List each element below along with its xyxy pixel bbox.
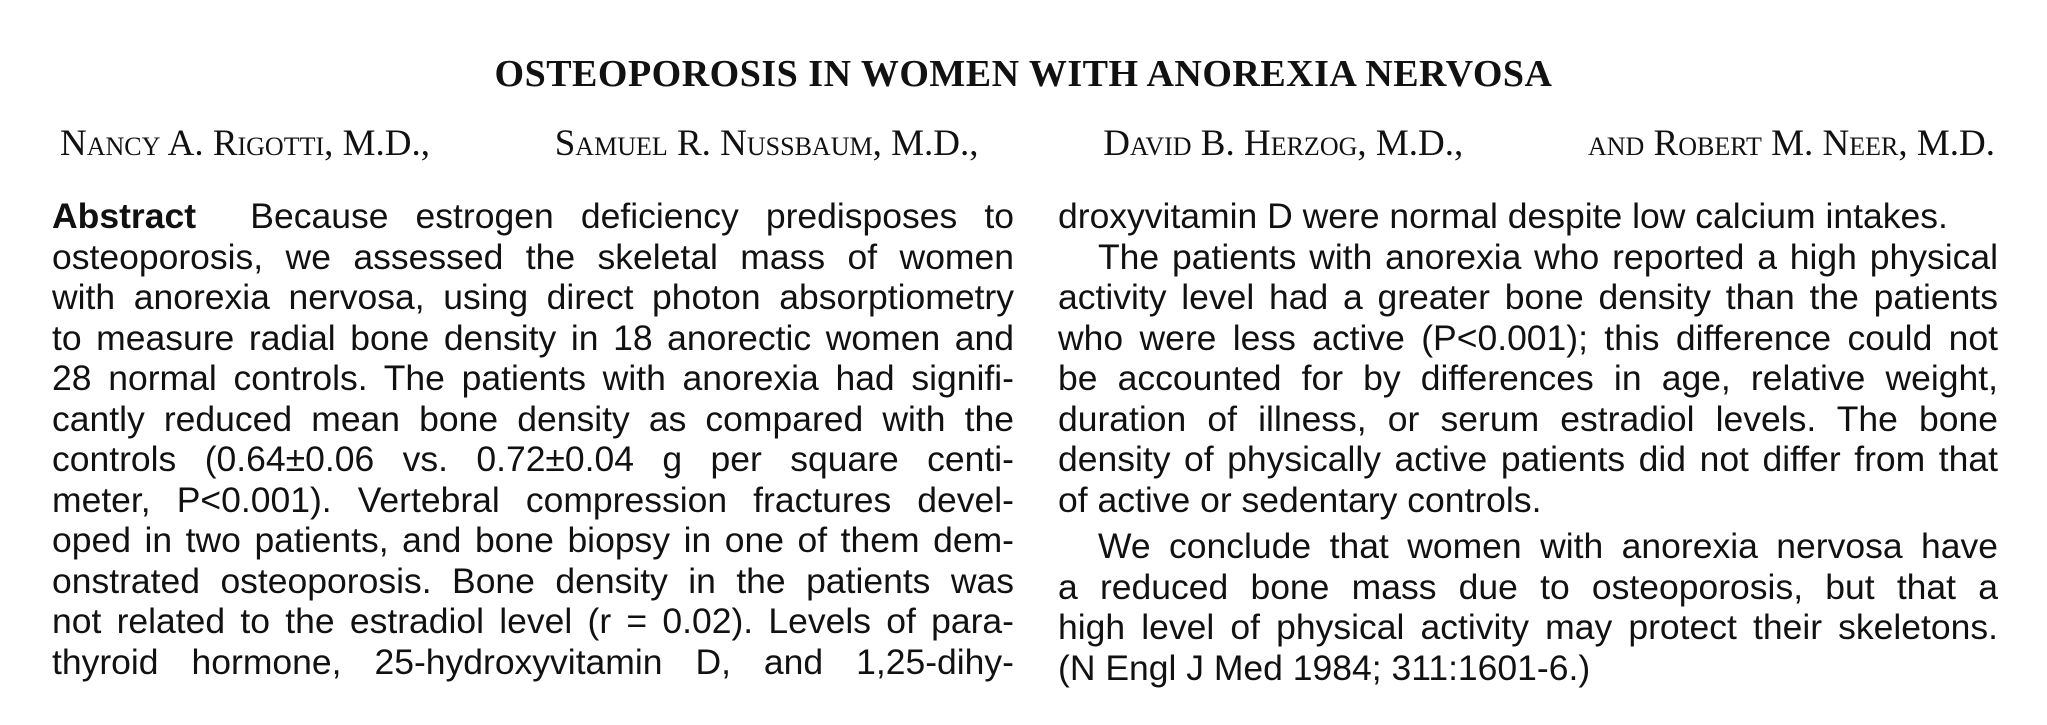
abstract-line: Abstract Because estrogen deficiency predisposes to <box>52 196 1014 236</box>
abstract-line: density of physically active patients did not differ from that <box>1058 439 1998 479</box>
abstract-line: osteoporosis, we assessed the skeletal mass of women <box>52 236 1014 277</box>
abstract-line: of active or sedentary controls. <box>1058 479 1542 520</box>
article-title: OSTEOPOROSIS IN WOMEN WITH ANOREXIA NERVOSA <box>494 53 1553 95</box>
abstract-line: a reduced bone mass due to osteoporosis, but that a <box>1058 566 1998 607</box>
abstract-line: oped in two patients, and bone biopsy in one of them dem- <box>52 520 1014 560</box>
abstract-line: with anorexia nervosa, using direct photon absorptiometry <box>52 277 1014 317</box>
abstract-label: Abstract <box>52 196 197 236</box>
author-rigotti: Nancy A. Rigotti, M.D., <box>60 123 431 164</box>
abstract-line: We conclude that women with anorexia nervosa have <box>1098 526 1998 566</box>
abstract-line: thyroid hormone, 25-hydroxyvitamin D, and 1,25-dihy- <box>52 641 1014 682</box>
abstract-line: cantly reduced mean bone density as compared with the <box>52 398 1014 439</box>
abstract-right-column <box>1058 196 1998 688</box>
abstract-line: activity level had a greater bone density than the patients <box>1058 277 1998 317</box>
abstract-line: meter, P<0.001). Vertebral compression fractures devel- <box>52 479 1014 520</box>
author-nussbaum: Samuel R. Nussbaum, M.D., <box>554 123 979 164</box>
abstract-line: 28 normal controls. The patients with anorexia had signifi- <box>52 358 1014 398</box>
author-list <box>60 122 1995 166</box>
abstract-line: controls (0.64±0.06 vs. 0.72±0.04 g per square centi- <box>52 439 1014 479</box>
citation-line: (N Engl J Med 1984; 311:1601-6.) <box>1058 647 1591 688</box>
author-neer: and Robert M. Neer, M.D. <box>1587 123 1995 164</box>
abstract-line: onstrated osteoporosis. Bone density in the patients was <box>52 560 1014 601</box>
abstract-line: The patients with anorexia who reported a high physical <box>1098 236 1998 277</box>
author-herzog: David B. Herzog, M.D., <box>1103 123 1464 164</box>
abstract-line: droxyvitamin D were normal despite low calcium intakes. <box>1058 196 1948 236</box>
abstract-line: who were less active (P<0.001); this difference could not <box>1058 317 1998 358</box>
abstract-line: not related to the estradiol level (r = 0.02). Levels of para- <box>52 601 1014 641</box>
abstract-left-column <box>52 196 1014 682</box>
abstract-line: to measure radial bone density in 18 anorectic women and <box>52 317 1014 358</box>
abstract-line: be accounted for by differences in age, relative weight, <box>1058 358 1998 398</box>
abstract-line: duration of illness, or serum estradiol levels. The bone <box>1058 398 1998 439</box>
abstract-line: high level of physical activity may protect their skeletons. <box>1058 607 1998 647</box>
